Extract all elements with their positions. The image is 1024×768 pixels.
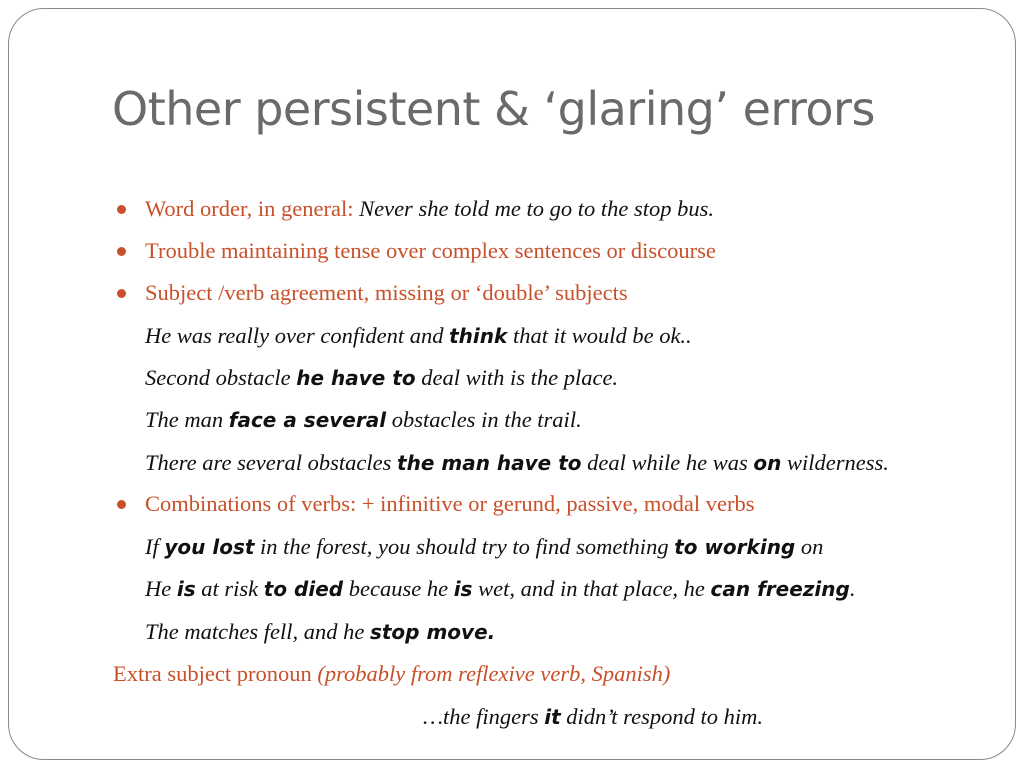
error-highlight: is	[453, 577, 473, 601]
error-highlight: stop move.	[369, 620, 496, 644]
bullet-label: Trouble maintaining tense over complex sentences or discourse	[145, 238, 716, 263]
example-text: He	[145, 576, 177, 601]
example-line	[145, 449, 889, 477]
example-text: The matches fell, and he	[145, 619, 370, 644]
example-line	[145, 364, 618, 392]
example-line	[145, 618, 495, 646]
bullet-label: Word order, in general:	[145, 196, 360, 221]
error-highlight: it	[544, 705, 561, 729]
item-note: (probably from reflexive verb, Spanish)	[317, 661, 671, 686]
example-text: Never she told me to go to the stop bus.	[359, 196, 715, 221]
example-text: There are several obstacles	[145, 450, 398, 475]
error-highlight: to working	[674, 535, 796, 559]
error-highlight: can freezing	[710, 577, 850, 601]
bullet-tense	[145, 237, 716, 265]
example-text: in the forest, you should try to find something	[254, 534, 675, 559]
error-highlight: you lost	[164, 535, 255, 559]
error-highlight: the man have to	[397, 451, 582, 475]
example-text: didn’t respond to him.	[560, 704, 763, 729]
example-text: that it would be ok..	[507, 323, 692, 348]
example-text: on	[795, 534, 824, 559]
example-text: because he	[343, 576, 454, 601]
example-line	[145, 575, 855, 603]
bullet-label: Combinations of verbs: + infinitive or gerund, passive, modal verbs	[145, 491, 755, 516]
extra-subject-pronoun	[113, 660, 670, 688]
bullet-agreement	[145, 279, 628, 307]
example-line	[145, 406, 582, 434]
error-highlight: on	[753, 451, 782, 475]
error-highlight: think	[449, 324, 508, 348]
error-highlight: is	[176, 577, 196, 601]
example-line	[145, 322, 692, 350]
example-text: The man	[145, 407, 229, 432]
example-text: wilderness.	[781, 450, 889, 475]
error-highlight: face a several	[228, 408, 387, 432]
example-text: .	[849, 576, 856, 601]
example-text: Second obstacle	[145, 365, 297, 390]
bullet-dot	[117, 500, 126, 509]
item-label: Extra subject pronoun	[113, 661, 318, 686]
example-text: wet, and in that place, he	[472, 576, 711, 601]
example-line	[145, 533, 823, 561]
error-highlight: to died	[263, 577, 344, 601]
example-text: deal with is the place.	[415, 365, 619, 390]
example-text: at risk	[195, 576, 264, 601]
slide-title: Other persistent & ‘glaring’ errors	[112, 82, 875, 136]
example-text: …the fingers	[423, 704, 545, 729]
example-line	[423, 703, 763, 731]
bullet-word-order	[145, 195, 714, 223]
bullet-dot	[117, 205, 126, 214]
bullet-label: Subject /verb agreement, missing or ‘double’ subjects	[145, 280, 628, 305]
example-text: He was really over confident and	[145, 323, 450, 348]
error-highlight: he have to	[296, 366, 416, 390]
bullet-dot	[117, 247, 126, 256]
bullet-dot	[117, 289, 126, 298]
bullet-verb-combinations	[145, 490, 754, 518]
example-text: If	[145, 534, 165, 559]
example-text: deal while he was	[581, 450, 754, 475]
example-text: obstacles in the trail.	[386, 407, 582, 432]
